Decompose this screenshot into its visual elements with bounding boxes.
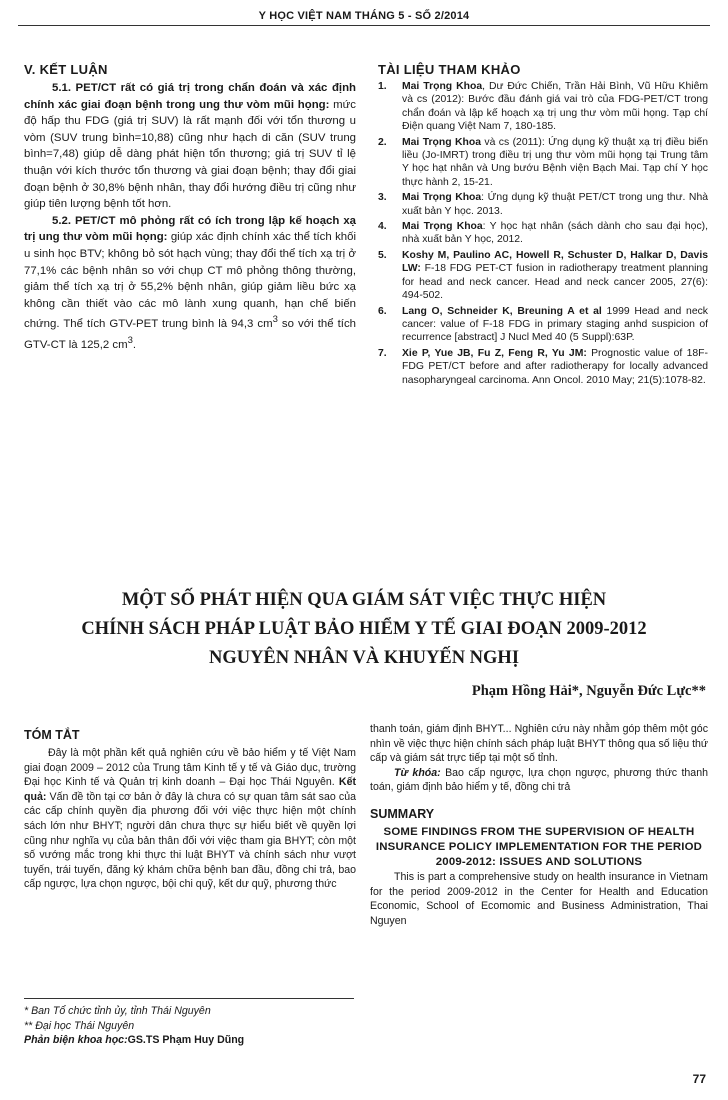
footnote-2: ** Đại học Thái Nguyên [24, 1019, 135, 1032]
conclusion-p2-end: . [132, 338, 137, 351]
reference-item [378, 249, 708, 303]
abstract-vi-text: Đây là một phần kết quả nghiên cứu về bảo hiểm y tế Việt Nam giai đoạn 2009 – 2012 của Trung tâm Kinh tế y tế và Giáo dục, trường Đại học Kinh tế và Quản trị kinh doanh – Đại học Thái Nguyên. [24, 747, 356, 789]
reference-authors: Mai Trọng Khoa [402, 136, 481, 148]
reference-item [378, 80, 708, 134]
reference-authors: Mai Trọng Khoa [402, 192, 482, 204]
reference-item [378, 220, 708, 247]
keywords-label: Từ khóa: [394, 766, 441, 779]
conclusion-p2-lead: 5.2. PET/CT mô phỏng rất có ích trong lập kế hoạch xạ trị ung thư vòm mũi họng: [24, 214, 356, 244]
reference-text: F-18 FDG PET-CT fusion in radiotherapy treatment planning for head and neck cancer. Head and neck cancer 2005, 27(6): 494-502. [402, 263, 708, 302]
reference-text: và cs (2011): Ứng dụng kỹ thuật xạ trị điều biến liều (Jo-IMRT) trong điều trị ung thư vòm mũi họng tại Trung tâm Y học hạt nhân và Ung bướu Bệnh viện Bạch Mai. Tạp chí Y học thực hành 2, 15-21. [402, 136, 708, 188]
summary-title: SOME FINDINGS FROM THE SUPERVISION OF HEALTH INSURANCE POLICY IMPLEMENTATION FOR THE PERIOD 2009-2012: ISSUES AND SOLUTIONS [375, 825, 703, 868]
conclusion-p1-lead: 5.1. PET/CT rất có giá trị trong chẩn đoán và xác định chính xác giai đoạn bệnh trong ung thư vòm mũi họng: [24, 82, 356, 111]
conclusion-p1-body: mức độ hấp thu FDG (giá trị SUV) là rất mạnh đối với tổn thương u vòm (SUV trung bình=10,88) cũng như hạch di căn (SUV trung bình=7,48) giúp dễ dàng phát hiện tổn thương; giá trị SUV tỉ lệ thuận với kích thước tổn thương và giai đoạn bệnh; thay đổi giai đoạn bệnh ở 30,8% bệnh nhân, thay đổi hướng điều trị cũng như giúp tiên lượng bệnh tốt hơn. [24, 98, 356, 211]
article-title [20, 586, 708, 673]
reference-authors: Mai Trọng Khoa [402, 221, 483, 233]
reference-number: 7. [378, 347, 387, 359]
conclusion-p2-mid: so với thể tích GTV-CT là 125,2 cm [24, 318, 356, 351]
abstract-vi-paragraph [24, 746, 356, 892]
reference-authors: Xie P, Yue JB, Fu Z, Feng R, Yu JM: [402, 347, 587, 359]
unit-superscript: 3 [127, 334, 133, 346]
summary-body: This is part a comprehensive study on health insurance in Vietnam for the period 2009-2012 in the Center for Health and Education Economic, School of Ecomomic and Business Administration, Thai Nguyen [370, 870, 708, 927]
reviewer-note [24, 1033, 354, 1048]
abstract-continuation-section [370, 722, 708, 928]
conclusion-paragraph-1 [24, 80, 356, 213]
page-number: 77 [692, 1072, 706, 1086]
abstract-vi-results-text: Vấn đề tồn tại cơ bản ở đây là chưa có sự quan tâm sát sao của các cấp chính quyền địa phương đối với việc thực hiện một chính sách lớn như BHYT; người dân chưa thực sự hiểu biết về quyền lợi cũng như nghĩa vụ của bản thân đối với việc tham gia BHYT; còn một số vướng mắc trong khi thực thi luật BHYT và chính sách như vượt tuyến, trái tuyến, đăng ký khám chữa bệnh ban đầu, đồng chi trả, bao cấp ngược, lựa chọn ngược, bội chi quỹ, kết dư quỹ, phương thức [24, 790, 356, 891]
reference-authors: Mai Trọng Khoa [402, 81, 483, 92]
abstract-vi-section [24, 728, 356, 892]
reference-number: 1. [378, 81, 387, 92]
reference-item [378, 305, 708, 345]
journal-header: Y HỌC VIỆT NAM THÁNG 5 - SỐ 2/2014 [18, 10, 710, 26]
abstract-vi-heading: TÓM TẮT [24, 728, 80, 742]
conclusion-p2-body: giúp xác định chính xác thể tích khối u sinh học BTV; không bỏ sót hạch vùng; thay đổi thể tích xạ trị ở 77,1% các bệnh nhân so với chụp CT mô phỏng thông thường, giảm thể tích xạ trị ở 55,2% bệnh nhân, giúp giảm liều bức xạ không cần thiết vào các mô lành xung quanh, hạn chế biến chứng. Thể tích GTV-PET trung bình là 94,3 cm [24, 231, 356, 331]
abstract-vi-continuation: thanh toán, giám định BHYT... Nghiên cứu này nhằm góp thêm một góc nhìn về việc thực hiện chính sách pháp luật BHYT thông qua số liệu thứ cấp và giám sát trực tiếp tại một số tỉnh. [370, 723, 708, 765]
reference-number: 3. [378, 192, 387, 204]
reference-item [378, 136, 708, 190]
footnote-1: * Ban Tổ chức tỉnh ủy, tỉnh Thái Nguyên [24, 1005, 211, 1017]
article-title-line-1: MỘT SỐ PHÁT HIỆN QUA GIÁM SÁT VIỆC THỰC HIỆN [121, 590, 607, 610]
reference-authors: Koshy M, Paulino AC, Howell R, Schuster D, Halkar D, Davis LW: [402, 249, 708, 275]
references-section [378, 62, 708, 389]
conclusion-paragraph-2 [24, 213, 356, 353]
abstract-vi-results-label: Kết quả: [24, 776, 356, 803]
article-title-line-2: CHÍNH SÁCH PHÁP LUẬT BẢO HIỂM Y TẾ GIAI ĐOẠN 2009-2012 [81, 619, 647, 639]
references-heading: TÀI LIỆU THAM KHẢO [378, 62, 521, 77]
unit-superscript: 3 [272, 314, 278, 326]
reference-text: , Dư Đức Chiến, Trần Hải Bình, Vũ Hữu Khiêm và cs (2012): Bước đầu đánh giá vai trò của FDG-PET/CT trong chẩn đoán và lập kế hoạch xạ trị ung thư vòm mũi họng. Tạp chí Điện quang Việt Nam 7, 180-185. [402, 81, 709, 133]
reference-number: 4. [378, 221, 387, 233]
reference-text: : Y học hạt nhân (sách dành cho sau đại học), nhà xuất bản Y học, 2012. [402, 221, 708, 246]
article-title-line-3: NGUYÊN NHÂN VÀ KHUYẾN NGHỊ [208, 648, 520, 668]
article-authors: Phạm Hồng Hải*, Nguyễn Đức Lực** [471, 683, 706, 699]
reviewer-name: GS.TS Phạm Huy Dũng [127, 1034, 245, 1046]
reference-number: 2. [378, 136, 387, 148]
footnotes [24, 998, 354, 1048]
references-list [378, 80, 708, 387]
reference-item [378, 191, 708, 218]
reference-item [378, 347, 708, 387]
reference-text: Prognostic value of 18F-FDG PET/CT before and after radiotherapy for locally advanced nasopharyngeal carcinoma. Ann Oncol. 2010 May; 21(5):1078-82. [402, 347, 708, 386]
reference-number: 5. [378, 249, 387, 261]
conclusion-heading: V. KẾT LUẬN [24, 62, 108, 77]
keywords-paragraph [370, 766, 708, 795]
reference-text: 1999 Head and neck cancer: value of F-18 FDG in primary staging anhd suspicion of recurrence [abstract] J Nucl Med 40 (5 Suppl):63P. [402, 305, 708, 344]
reference-number: 6. [378, 305, 387, 317]
reference-text: : Ứng dụng kỹ thuật PET/CT trong ung thư. Nhà xuất bản Y học. 2013. [402, 192, 708, 217]
reviewer-label: Phản biện khoa học: [24, 1034, 128, 1046]
keywords-text: Bao cấp ngược, lựa chọn ngược, phương thức thanh toán, giám định bảo hiểm y tế, đồng chi trả [370, 766, 708, 794]
summary-heading: SUMMARY [370, 806, 435, 821]
reference-authors: Lang O, Schneider K, Breuning A et al [402, 305, 602, 317]
conclusion-section [24, 62, 356, 353]
